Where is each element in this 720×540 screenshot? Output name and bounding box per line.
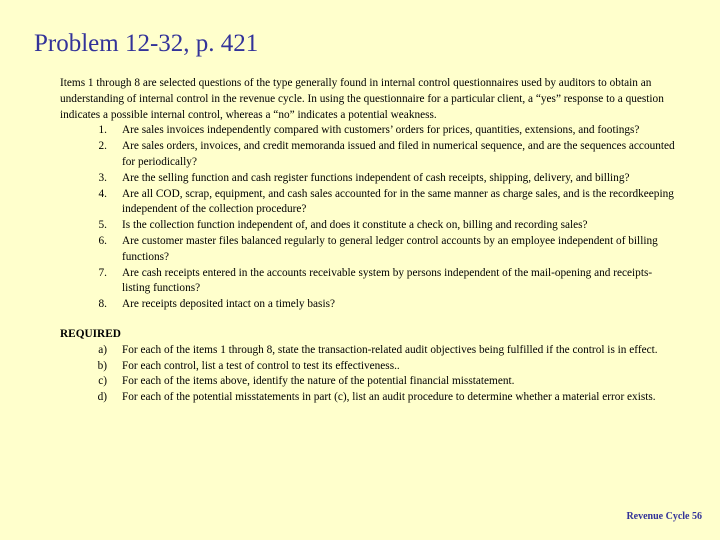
question-item [60, 187, 678, 219]
required-list [60, 343, 678, 406]
slide-title: Problem 12-32, p. 421 [34, 30, 259, 57]
footer-label: Revenue Cycle 56 [626, 511, 702, 522]
question-item-number: 7. [98, 266, 107, 279]
question-item [60, 139, 678, 171]
question-item [60, 218, 678, 234]
question-item-number: 4. [98, 187, 107, 200]
slide-body [60, 76, 678, 406]
required-item [60, 359, 678, 375]
question-item-number: 8. [98, 298, 107, 311]
required-item [60, 374, 678, 390]
required-item-text: For each of the potential misstatements in part (c), list an audit procedure to determine whether a material error exists. [122, 391, 656, 404]
intro-paragraph: Items 1 through 8 are selected questions of the type generally found in internal control questionnaires used by auditors to obtain an understanding of internal control in the revenue cycle. In using the questionnaire for a particular client, a “yes” response to a question indicates a possible internal control, whereas a “no” indicates a potential weakness. [60, 77, 664, 121]
question-item-number: 2. [98, 140, 107, 153]
question-item [60, 171, 678, 187]
question-item [60, 297, 678, 313]
required-item-number: b) [97, 359, 107, 372]
question-item-number: 1. [98, 124, 107, 137]
question-item [60, 266, 678, 298]
required-item-number: d) [97, 391, 107, 404]
required-item [60, 390, 678, 406]
required-item-number: a) [98, 343, 107, 356]
question-item-number: 3. [98, 171, 107, 184]
required-item-text: For each of the items 1 through 8, state the transaction-related audit objectives being fulfilled if the control is in effect. [122, 343, 658, 356]
required-item [60, 343, 678, 359]
question-item-number: 5. [98, 219, 107, 232]
question-item-text: Are cash receipts entered in the accounts receivable system by persons independent of the mail-opening and receipts-listing functions? [122, 266, 653, 295]
question-item-text: Are sales orders, invoices, and credit memoranda issued and filed in numerical sequence, and are the sequences accounted for periodically? [122, 140, 675, 168]
required-item-number: c) [98, 375, 107, 388]
question-item-number: 6. [98, 234, 107, 247]
question-list [60, 123, 678, 313]
question-item-text: Is the collection function independent of, and does it constitute a check on, billing and recording sales? [122, 219, 588, 232]
required-item-text: For each control, list a test of control to test its effectiveness.. [122, 359, 400, 372]
question-item-text: Are customer master files balanced regularly to general ledger control accounts by an employee independent of billing functions? [122, 234, 658, 263]
question-item-text: Are receipts deposited intact on a timely basis? [122, 298, 336, 311]
required-item-text: For each of the items above, identify the nature of the potential financial misstatement. [122, 375, 515, 388]
question-item-text: Are the selling function and cash register functions independent of cash receipts, shipping, delivery, and billing? [122, 171, 630, 184]
required-heading: REQUIRED [60, 327, 121, 340]
question-item-text: Are sales invoices independently compared with customers’ orders for prices, quantities, extensions, and footings? [122, 124, 640, 137]
question-item-text: Are all COD, scrap, equipment, and cash sales accounted for in the same manner as charge sales, and is the recordkeeping independent of the collection procedure? [122, 187, 674, 216]
question-item [60, 234, 678, 266]
question-item [60, 123, 678, 139]
